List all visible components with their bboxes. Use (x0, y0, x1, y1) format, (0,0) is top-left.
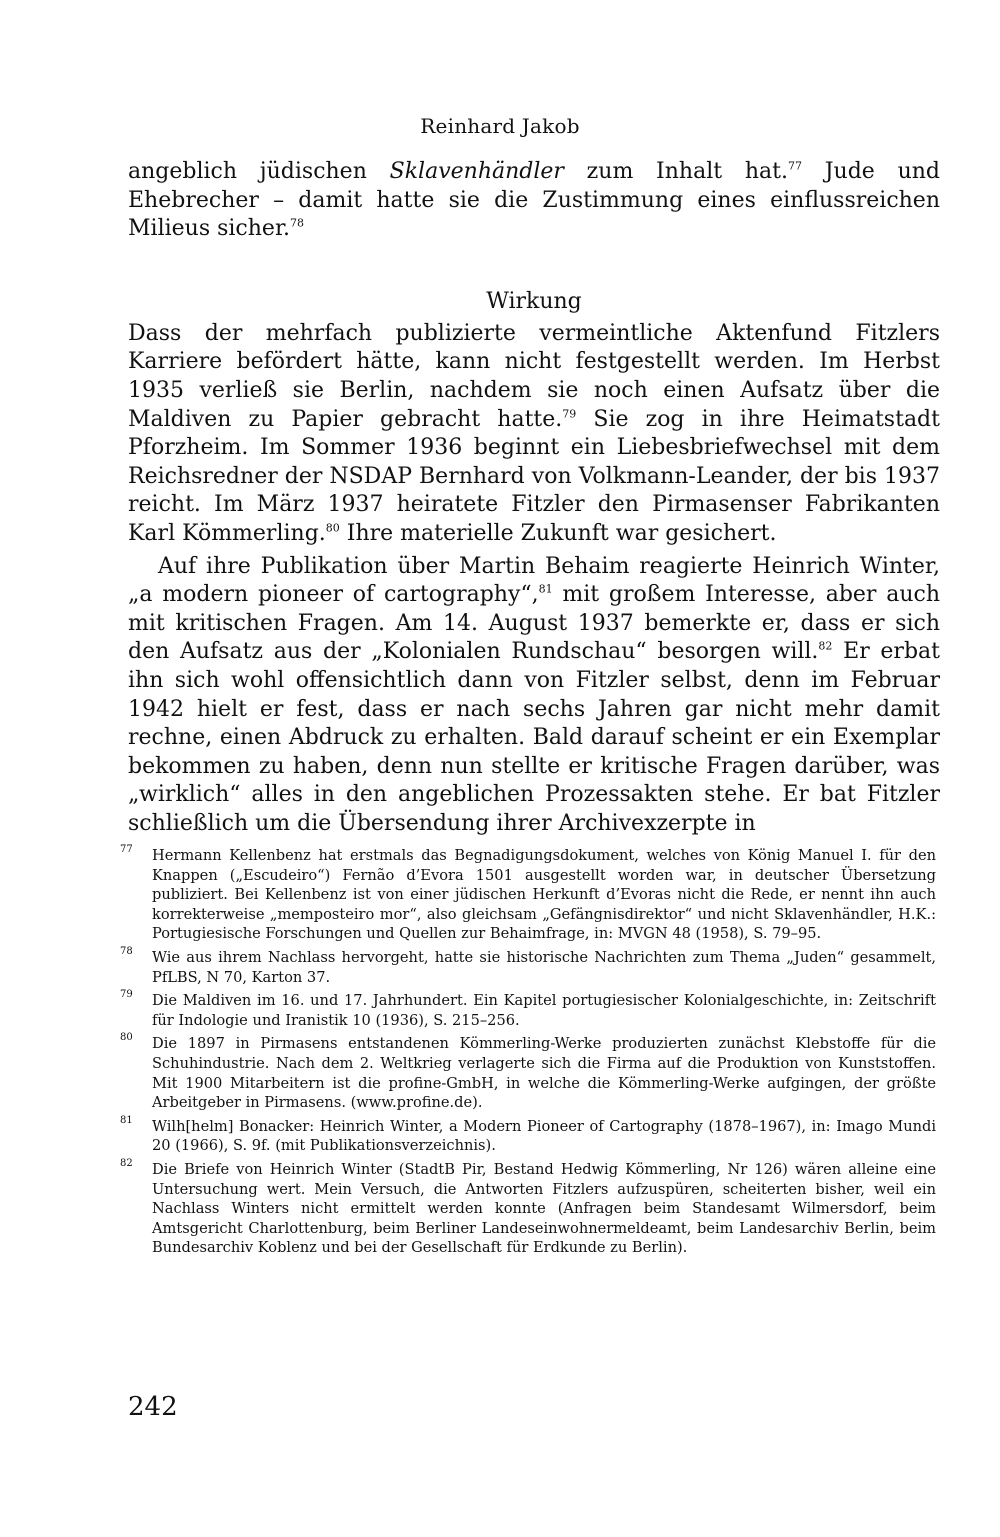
footnote-ref-78[interactable]: 78 (290, 216, 305, 230)
paragraph-3-text-b: mit großem Interesse, aber auch mit kritischen Fragen. Am 14. August 1937 bemerkte er, dass er sich den Aufsatz aus der „Kolonialen Rundschau“ besorgen will. (128, 582, 940, 665)
paragraph-2-text-c: Ihre materielle Zukunft war gesichert. (339, 520, 777, 546)
page-number: 242 (128, 1392, 178, 1422)
paragraph-2-text-b: Sie zog in ihre Heimatstadt Pforzheim. Im Sommer 1936 beginnt ein Liebesbriefwechsel mit dem Reichsredner der NSDAP Bernhard von Volkmann-Leander, der bis 1937 reicht. Im März 1937 heiratete Fitzler den Pirmasenser Fabrikanten Karl Kömmerling. (128, 406, 940, 546)
paragraph-2-text-a: Dass der mehrfach publizierte vermeintliche Aktenfund Fitzlers Karriere befördert hätte, kann nicht festgestellt werden. Im Herbst 1935 verließ sie Berlin, nachdem sie noch einen Aufsatz über die Maldiven zu Papier gebracht hatte. (128, 320, 940, 432)
footnote-ref-80[interactable]: 80 (325, 521, 340, 535)
footnote-ref-79[interactable]: 79 (562, 407, 577, 421)
footnote-ref-77[interactable]: 77 (787, 159, 802, 173)
footnote-number: 78 (120, 945, 133, 957)
footnote-number: 81 (120, 1114, 133, 1126)
paragraph-3-text-c: Er erbat ihn sich wohl offensichtlich dann von Fitzler selbst, denn im Februar 1942 hielt er fest, dass er nach sechs Jahren gar nicht mehr damit rechne, einen Abdruck zu erhalten. Bald darauf scheint er ein Exemplar bekommen zu haben, denn nun stellte er kritische Fragen darüber, was „wirklich“ alles in den angeblichen Prozessakten stehe. Er bat Fitzler schließlich um die Übersendung ihrer Archivexzerpte in (128, 639, 940, 836)
footnote (120, 1034, 936, 1112)
footnote-text: Wilh[helm] Bonacker: Heinrich Winter, a Modern Pioneer of Cartography (1878–1967), in: Imago Mundi 20 (1966), S. 9f. (mit Publikationsverzeichnis). (152, 1117, 936, 1155)
footnote (120, 991, 936, 1030)
main-text (128, 158, 940, 838)
paragraph-3 (128, 553, 940, 839)
footnote-number: 77 (120, 844, 133, 855)
footnote-text: Hermann Kellenbenz hat erstmals das Begnadigungsdokument, welches von König Manuel I. für den Knappen („Escudeiro“) Fernão d’Evora 1501 ausgestellt worden war, in deutscher Übersetzung publiziert. Bei Kellenbenz ist von einer jüdischen Herkunft d’Evoras nicht die Rede, er nennt ihn auch korrekterweise „memposteiro mor“, also gleichsam „Gefängnisdirektor“ und nicht Sklavenhändler, H.K.: Portugiesische Forschungen und Quellen zur Behaimfrage, in: MVGN 48 (1958), S. 79–95. (152, 847, 936, 943)
footnotes (120, 846, 936, 1262)
footnote (120, 1157, 936, 1258)
section-heading: Wirkung (486, 288, 582, 314)
paragraph-1 (128, 158, 940, 244)
paragraph-2 (128, 320, 940, 549)
footnote-text: Die 1897 in Pirmasens entstandenen Kömmerling-Werke produzierten zunächst Klebstoffe für die Schuhindustrie. Nach dem 2. Weltkrieg verlagerte sich die Firma auf die Produktion von Kunststoffen. Mit 1900 Mitarbeitern ist die profine-GmbH, in welche die Kömmerling-Werke aufgingen, der größte Arbeitgeber in Pirmasens. (www.profine.de). (152, 1035, 936, 1112)
footnote-number: 79 (120, 989, 133, 1001)
footnote-text: Die Maldiven im 16. und 17. Jahrhundert. Ein Kapitel portugiesischer Kolonialgeschichte, in: Zeitschrift für Indologie und Iranistik 10 (1936), S. 215–256. (152, 992, 936, 1029)
running-head: Reinhard Jakob (420, 114, 580, 138)
footnote-text: Die Briefe von Heinrich Winter (StadtB Pir, Bestand Hedwig Kömmerling, Nr 126) wären alleine eine Untersuchung wert. Mein Versuch, die Antworten Fitzlers aufzuspüren, scheiterten bisher, weil ein Nachlass Winters nicht ermittelt werden konnte (Anfragen beim Standesamt Wilmersdorf, beim Amtsgericht Charlottenburg, beim Berliner Landeseinwohnermeldeamt, beim Landesarchiv Berlin, beim Bundesarchiv Koblenz und bei der Gesellschaft für Erdkunde zu Berlin). (152, 1160, 936, 1257)
paragraph-1-text-a: angeblich jüdischen (128, 159, 390, 184)
footnote-ref-82[interactable]: 82 (818, 639, 833, 653)
footnote (120, 1114, 936, 1156)
paragraph-1-text-b: zum Inhalt hat. (563, 159, 788, 184)
footnote (120, 846, 936, 944)
footnote-ref-81[interactable]: 81 (538, 582, 553, 596)
footnote-number: 82 (120, 1157, 133, 1169)
footnote-number: 80 (120, 1032, 133, 1044)
paragraph-1-text-c: Jude und Ehebrecher – damit hatte sie die Zustimmung eines einflussreichen Milieus sicher. (128, 159, 940, 242)
paragraph-3-text-a: Auf ihre Publikation über Martin Behaim reagierte Heinrich Winter, „a modern pioneer of cartography“, (128, 553, 940, 608)
footnote (120, 945, 936, 987)
footnote-text: Wie aus ihrem Nachlass hervorgeht, hatte sie historische Nachrichten zum Thema „Juden“ gesammelt, PfLBS, N 70, Karton 37. (152, 948, 936, 986)
paragraph-1-italic: Sklavenhändler (389, 159, 564, 184)
